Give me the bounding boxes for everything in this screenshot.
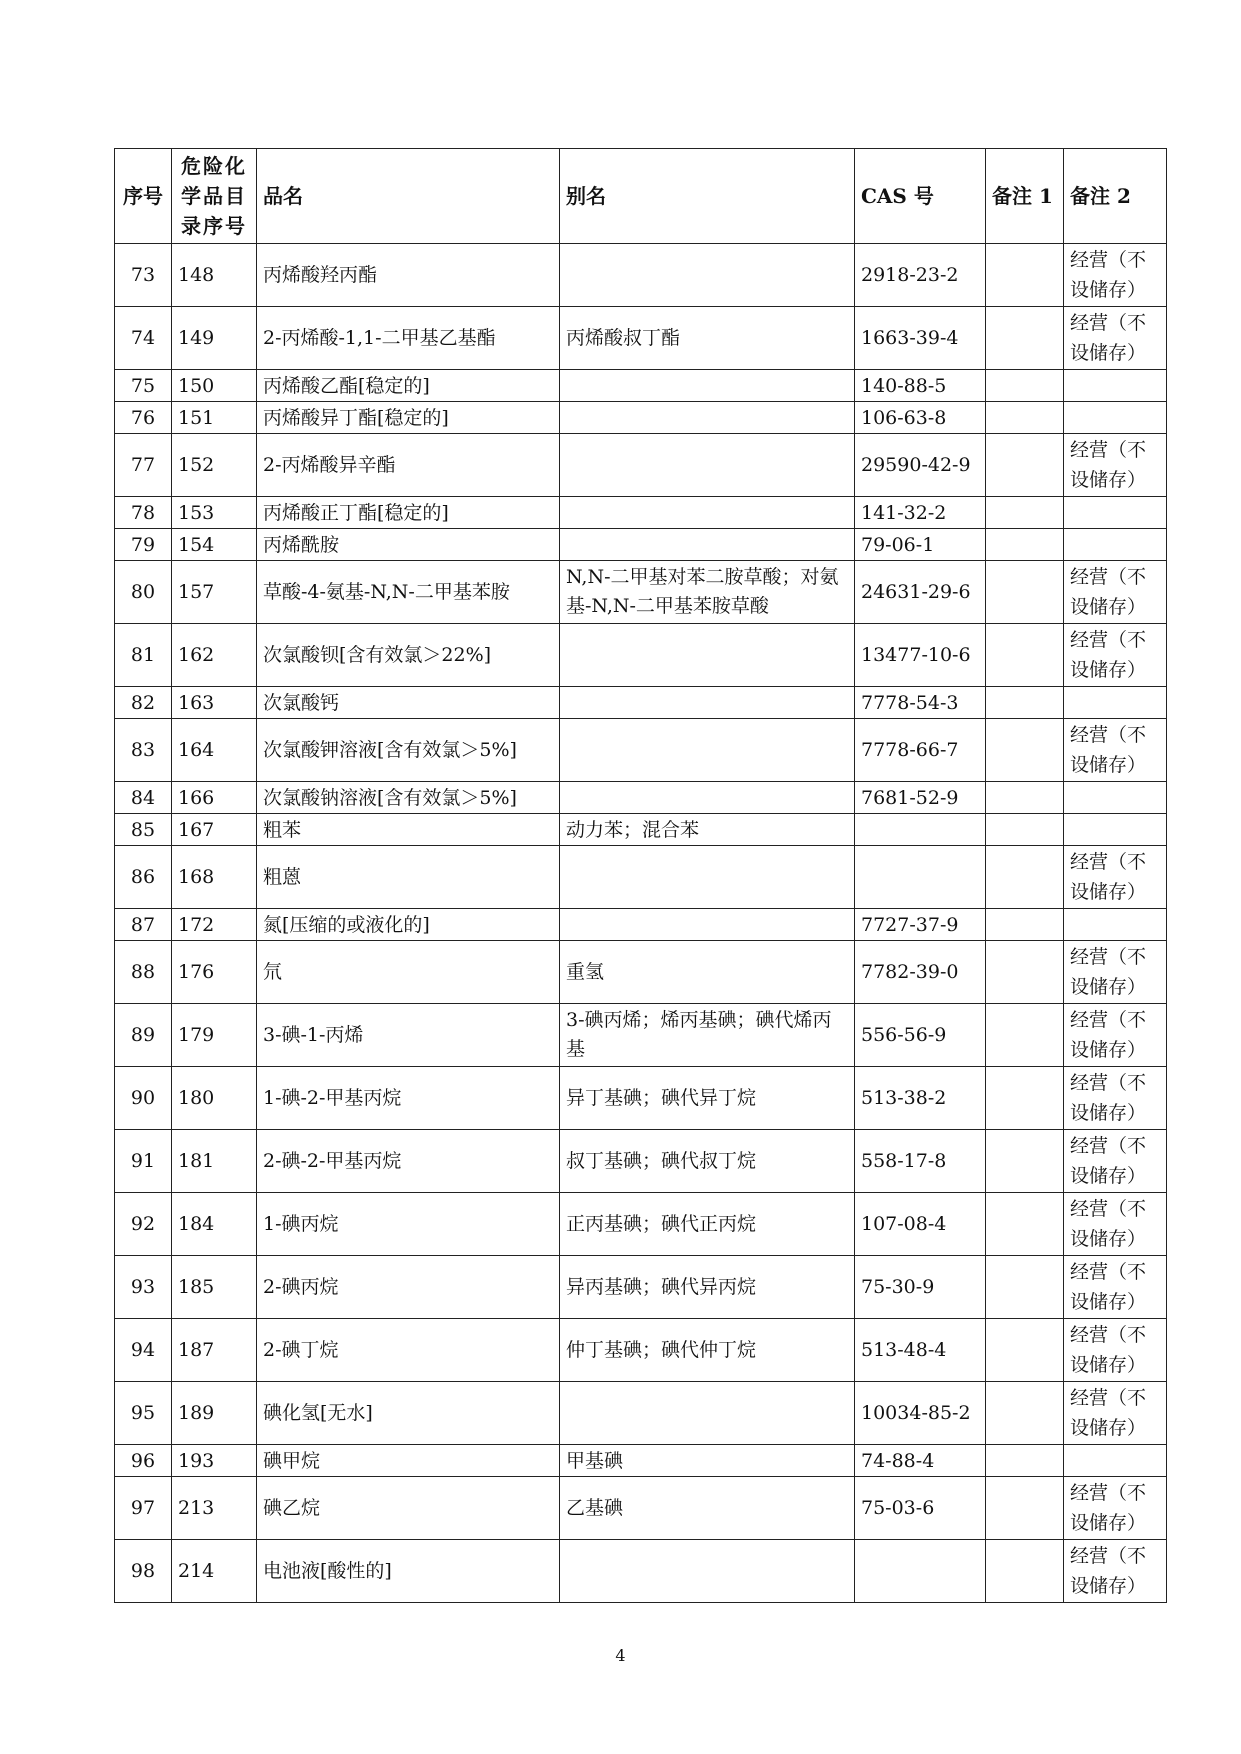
cell-alias: 仲丁基碘；碘代仲丁烷 (560, 1319, 855, 1382)
cell-remark2: 经营（不设储存） (1064, 1319, 1167, 1382)
cell-seq: 92 (115, 1193, 172, 1256)
header-cas: CAS 号 (855, 149, 986, 244)
cell-seq: 96 (115, 1445, 172, 1477)
cell-alias: 乙基碘 (560, 1477, 855, 1540)
table-row (115, 1193, 1167, 1256)
cell-remark1 (986, 909, 1064, 941)
cell-cas: 7681-52-9 (855, 782, 986, 814)
cell-cas: 513-48-4 (855, 1319, 986, 1382)
cell-name: 草酸-4-氨基-N,N-二甲基苯胺 (257, 561, 560, 624)
cell-remark2: 经营（不设储存） (1064, 1130, 1167, 1193)
table-body (115, 244, 1167, 1603)
cell-remark1 (986, 719, 1064, 782)
cell-cas: 29590-42-9 (855, 434, 986, 497)
cell-remark2: 经营（不设储存） (1064, 1477, 1167, 1540)
table-row (115, 1319, 1167, 1382)
cell-seq: 95 (115, 1382, 172, 1445)
cell-remark2: 经营（不设储存） (1064, 719, 1167, 782)
cell-remark2 (1064, 497, 1167, 529)
cell-name: 氮[压缩的或液化的] (257, 909, 560, 941)
cell-seq: 91 (115, 1130, 172, 1193)
table-row (115, 719, 1167, 782)
table-row (115, 307, 1167, 370)
table-row (115, 1477, 1167, 1540)
cell-name: 2-丙烯酸异辛酯 (257, 434, 560, 497)
cell-remark2: 经营（不设储存） (1064, 307, 1167, 370)
cell-catalog-index: 150 (172, 370, 257, 402)
cell-cas: 2918-23-2 (855, 244, 986, 307)
cell-remark1 (986, 782, 1064, 814)
table-row (115, 1540, 1167, 1603)
table-row (115, 814, 1167, 846)
cell-remark1 (986, 1067, 1064, 1130)
cell-remark2: 经营（不设储存） (1064, 941, 1167, 1004)
cell-remark2 (1064, 814, 1167, 846)
cell-remark2: 经营（不设储存） (1064, 561, 1167, 624)
table-row (115, 782, 1167, 814)
cell-alias: 异丙基碘；碘代异丙烷 (560, 1256, 855, 1319)
cell-name: 碘化氢[无水] (257, 1382, 560, 1445)
table-row (115, 244, 1167, 307)
cell-name: 2-碘丙烷 (257, 1256, 560, 1319)
cell-remark2: 经营（不设储存） (1064, 1540, 1167, 1603)
cell-remark1 (986, 497, 1064, 529)
cell-cas: 74-88-4 (855, 1445, 986, 1477)
table-row (115, 434, 1167, 497)
cell-name: 氘 (257, 941, 560, 1004)
cell-alias: 重氢 (560, 941, 855, 1004)
cell-seq: 94 (115, 1319, 172, 1382)
cell-remark1 (986, 1445, 1064, 1477)
cell-catalog-index: 167 (172, 814, 257, 846)
cell-seq: 93 (115, 1256, 172, 1319)
cell-remark2 (1064, 782, 1167, 814)
cell-cas: 13477-10-6 (855, 624, 986, 687)
cell-alias: 叔丁基碘；碘代叔丁烷 (560, 1130, 855, 1193)
cell-cas: 140-88-5 (855, 370, 986, 402)
table-row (115, 1130, 1167, 1193)
cell-remark1 (986, 1130, 1064, 1193)
cell-name: 丙烯酸乙酯[稳定的] (257, 370, 560, 402)
cell-alias: N,N-二甲基对苯二胺草酸；对氨基-N,N-二甲基苯胺草酸 (560, 561, 855, 624)
cell-catalog-index: 152 (172, 434, 257, 497)
header-name: 品名 (257, 149, 560, 244)
cell-catalog-index: 176 (172, 941, 257, 1004)
cell-name: 次氯酸钡[含有效氯＞22%] (257, 624, 560, 687)
cell-name: 次氯酸钾溶液[含有效氯＞5%] (257, 719, 560, 782)
cell-alias (560, 1382, 855, 1445)
cell-seq: 87 (115, 909, 172, 941)
cell-catalog-index: 189 (172, 1382, 257, 1445)
cell-cas: 106-63-8 (855, 402, 986, 434)
cell-remark1 (986, 434, 1064, 497)
cell-remark2: 经营（不设储存） (1064, 624, 1167, 687)
cell-name: 丙烯酸正丁酯[稳定的] (257, 497, 560, 529)
cell-remark1 (986, 1256, 1064, 1319)
cell-catalog-index: 213 (172, 1477, 257, 1540)
cell-name: 1-碘丙烷 (257, 1193, 560, 1256)
cell-cas: 1663-39-4 (855, 307, 986, 370)
table-row (115, 1445, 1167, 1477)
cell-cas: 7782-39-0 (855, 941, 986, 1004)
cell-name: 电池液[酸性的] (257, 1540, 560, 1603)
cell-alias (560, 1540, 855, 1603)
cell-cas (855, 1540, 986, 1603)
cell-remark1 (986, 1193, 1064, 1256)
cell-catalog-index: 187 (172, 1319, 257, 1382)
cell-name: 次氯酸钙 (257, 687, 560, 719)
cell-catalog-index: 162 (172, 624, 257, 687)
header-remark2: 备注 2 (1064, 149, 1167, 244)
cell-seq: 90 (115, 1067, 172, 1130)
cell-seq: 88 (115, 941, 172, 1004)
cell-name: 碘乙烷 (257, 1477, 560, 1540)
table-row (115, 497, 1167, 529)
cell-remark1 (986, 561, 1064, 624)
cell-catalog-index: 154 (172, 529, 257, 561)
cell-alias: 甲基碘 (560, 1445, 855, 1477)
cell-catalog-index: 148 (172, 244, 257, 307)
cell-cas: 10034-85-2 (855, 1382, 986, 1445)
cell-remark2: 经营（不设储存） (1064, 1004, 1167, 1067)
cell-alias (560, 497, 855, 529)
table-row (115, 941, 1167, 1004)
cell-seq: 79 (115, 529, 172, 561)
table-row (115, 370, 1167, 402)
cell-catalog-index: 179 (172, 1004, 257, 1067)
cell-alias (560, 402, 855, 434)
cell-seq: 83 (115, 719, 172, 782)
cell-remark2: 经营（不设储存） (1064, 1382, 1167, 1445)
cell-alias (560, 244, 855, 307)
cell-remark1 (986, 814, 1064, 846)
cell-remark2: 经营（不设储存） (1064, 434, 1167, 497)
chemical-table (114, 148, 1167, 1603)
cell-cas: 7778-66-7 (855, 719, 986, 782)
cell-cas: 24631-29-6 (855, 561, 986, 624)
cell-catalog-index: 214 (172, 1540, 257, 1603)
cell-remark1 (986, 1004, 1064, 1067)
cell-seq: 74 (115, 307, 172, 370)
cell-remark2 (1064, 909, 1167, 941)
cell-catalog-index: 168 (172, 846, 257, 909)
cell-remark1 (986, 402, 1064, 434)
cell-seq: 86 (115, 846, 172, 909)
cell-alias: 异丁基碘；碘代异丁烷 (560, 1067, 855, 1130)
cell-alias (560, 719, 855, 782)
cell-seq: 76 (115, 402, 172, 434)
cell-catalog-index: 151 (172, 402, 257, 434)
cell-alias: 正丙基碘；碘代正丙烷 (560, 1193, 855, 1256)
cell-cas: 75-30-9 (855, 1256, 986, 1319)
cell-catalog-index: 181 (172, 1130, 257, 1193)
cell-cas: 513-38-2 (855, 1067, 986, 1130)
cell-name: 3-碘-1-丙烯 (257, 1004, 560, 1067)
cell-cas: 7778-54-3 (855, 687, 986, 719)
table-row (115, 529, 1167, 561)
cell-catalog-index: 157 (172, 561, 257, 624)
cell-cas (855, 814, 986, 846)
table-row (115, 1067, 1167, 1130)
cell-catalog-index: 184 (172, 1193, 257, 1256)
cell-remark1 (986, 1540, 1064, 1603)
cell-seq: 82 (115, 687, 172, 719)
cell-remark1 (986, 370, 1064, 402)
header-alias: 别名 (560, 149, 855, 244)
cell-remark2 (1064, 370, 1167, 402)
cell-catalog-index: 193 (172, 1445, 257, 1477)
cell-catalog-index: 180 (172, 1067, 257, 1130)
cell-seq: 81 (115, 624, 172, 687)
cell-alias: 动力苯；混合苯 (560, 814, 855, 846)
cell-alias (560, 909, 855, 941)
cell-name: 2-碘-2-甲基丙烷 (257, 1130, 560, 1193)
cell-remark1 (986, 687, 1064, 719)
cell-seq: 97 (115, 1477, 172, 1540)
cell-seq: 84 (115, 782, 172, 814)
header-catalog-index: 危险化学品目录序号 (172, 149, 257, 244)
cell-remark1 (986, 624, 1064, 687)
cell-remark2: 经营（不设储存） (1064, 846, 1167, 909)
cell-remark2: 经营（不设储存） (1064, 1193, 1167, 1256)
cell-cas: 79-06-1 (855, 529, 986, 561)
cell-alias (560, 370, 855, 402)
cell-remark1 (986, 307, 1064, 370)
cell-remark2: 经营（不设储存） (1064, 1067, 1167, 1130)
cell-alias (560, 529, 855, 561)
cell-alias: 丙烯酸叔丁酯 (560, 307, 855, 370)
cell-catalog-index: 166 (172, 782, 257, 814)
cell-cas: 75-03-6 (855, 1477, 986, 1540)
cell-seq: 98 (115, 1540, 172, 1603)
cell-cas: 7727-37-9 (855, 909, 986, 941)
table-row (115, 624, 1167, 687)
table-row (115, 1004, 1167, 1067)
cell-cas: 558-17-8 (855, 1130, 986, 1193)
table-row (115, 402, 1167, 434)
cell-cas: 107-08-4 (855, 1193, 986, 1256)
cell-alias (560, 687, 855, 719)
cell-catalog-index: 153 (172, 497, 257, 529)
cell-alias (560, 434, 855, 497)
cell-remark1 (986, 1319, 1064, 1382)
cell-alias (560, 782, 855, 814)
cell-remark2: 经营（不设储存） (1064, 244, 1167, 307)
cell-name: 粗蒽 (257, 846, 560, 909)
page-number: 4 (615, 1646, 626, 1665)
cell-seq: 77 (115, 434, 172, 497)
cell-cas (855, 846, 986, 909)
cell-remark2: 经营（不设储存） (1064, 1256, 1167, 1319)
cell-name: 次氯酸钠溶液[含有效氯＞5%] (257, 782, 560, 814)
cell-alias (560, 846, 855, 909)
cell-seq: 75 (115, 370, 172, 402)
cell-name: 丙烯酸羟丙酯 (257, 244, 560, 307)
cell-remark2 (1064, 687, 1167, 719)
cell-alias: 3-碘丙烯；烯丙基碘；碘代烯丙基 (560, 1004, 855, 1067)
cell-name: 2-碘丁烷 (257, 1319, 560, 1382)
cell-cas: 556-56-9 (855, 1004, 986, 1067)
table-row (115, 1256, 1167, 1319)
cell-name: 丙烯酸异丁酯[稳定的] (257, 402, 560, 434)
cell-remark1 (986, 244, 1064, 307)
cell-name: 1-碘-2-甲基丙烷 (257, 1067, 560, 1130)
cell-catalog-index: 185 (172, 1256, 257, 1319)
cell-name: 碘甲烷 (257, 1445, 560, 1477)
cell-remark1 (986, 941, 1064, 1004)
header-seq: 序号 (115, 149, 172, 244)
cell-remark1 (986, 1477, 1064, 1540)
header-remark1: 备注 1 (986, 149, 1064, 244)
cell-catalog-index: 164 (172, 719, 257, 782)
cell-cas: 141-32-2 (855, 497, 986, 529)
table-row (115, 687, 1167, 719)
cell-remark2 (1064, 402, 1167, 434)
cell-alias (560, 624, 855, 687)
table-row (115, 909, 1167, 941)
table-header-row (115, 149, 1167, 244)
cell-seq: 89 (115, 1004, 172, 1067)
cell-remark1 (986, 529, 1064, 561)
cell-remark2 (1064, 529, 1167, 561)
cell-remark2 (1064, 1445, 1167, 1477)
cell-seq: 85 (115, 814, 172, 846)
cell-catalog-index: 149 (172, 307, 257, 370)
cell-remark1 (986, 1382, 1064, 1445)
cell-seq: 80 (115, 561, 172, 624)
table-row (115, 561, 1167, 624)
table-row (115, 1382, 1167, 1445)
cell-catalog-index: 172 (172, 909, 257, 941)
cell-remark1 (986, 846, 1064, 909)
cell-name: 丙烯酰胺 (257, 529, 560, 561)
cell-seq: 73 (115, 244, 172, 307)
cell-name: 2-丙烯酸-1,1-二甲基乙基酯 (257, 307, 560, 370)
cell-seq: 78 (115, 497, 172, 529)
table-row (115, 846, 1167, 909)
cell-catalog-index: 163 (172, 687, 257, 719)
cell-name: 粗苯 (257, 814, 560, 846)
